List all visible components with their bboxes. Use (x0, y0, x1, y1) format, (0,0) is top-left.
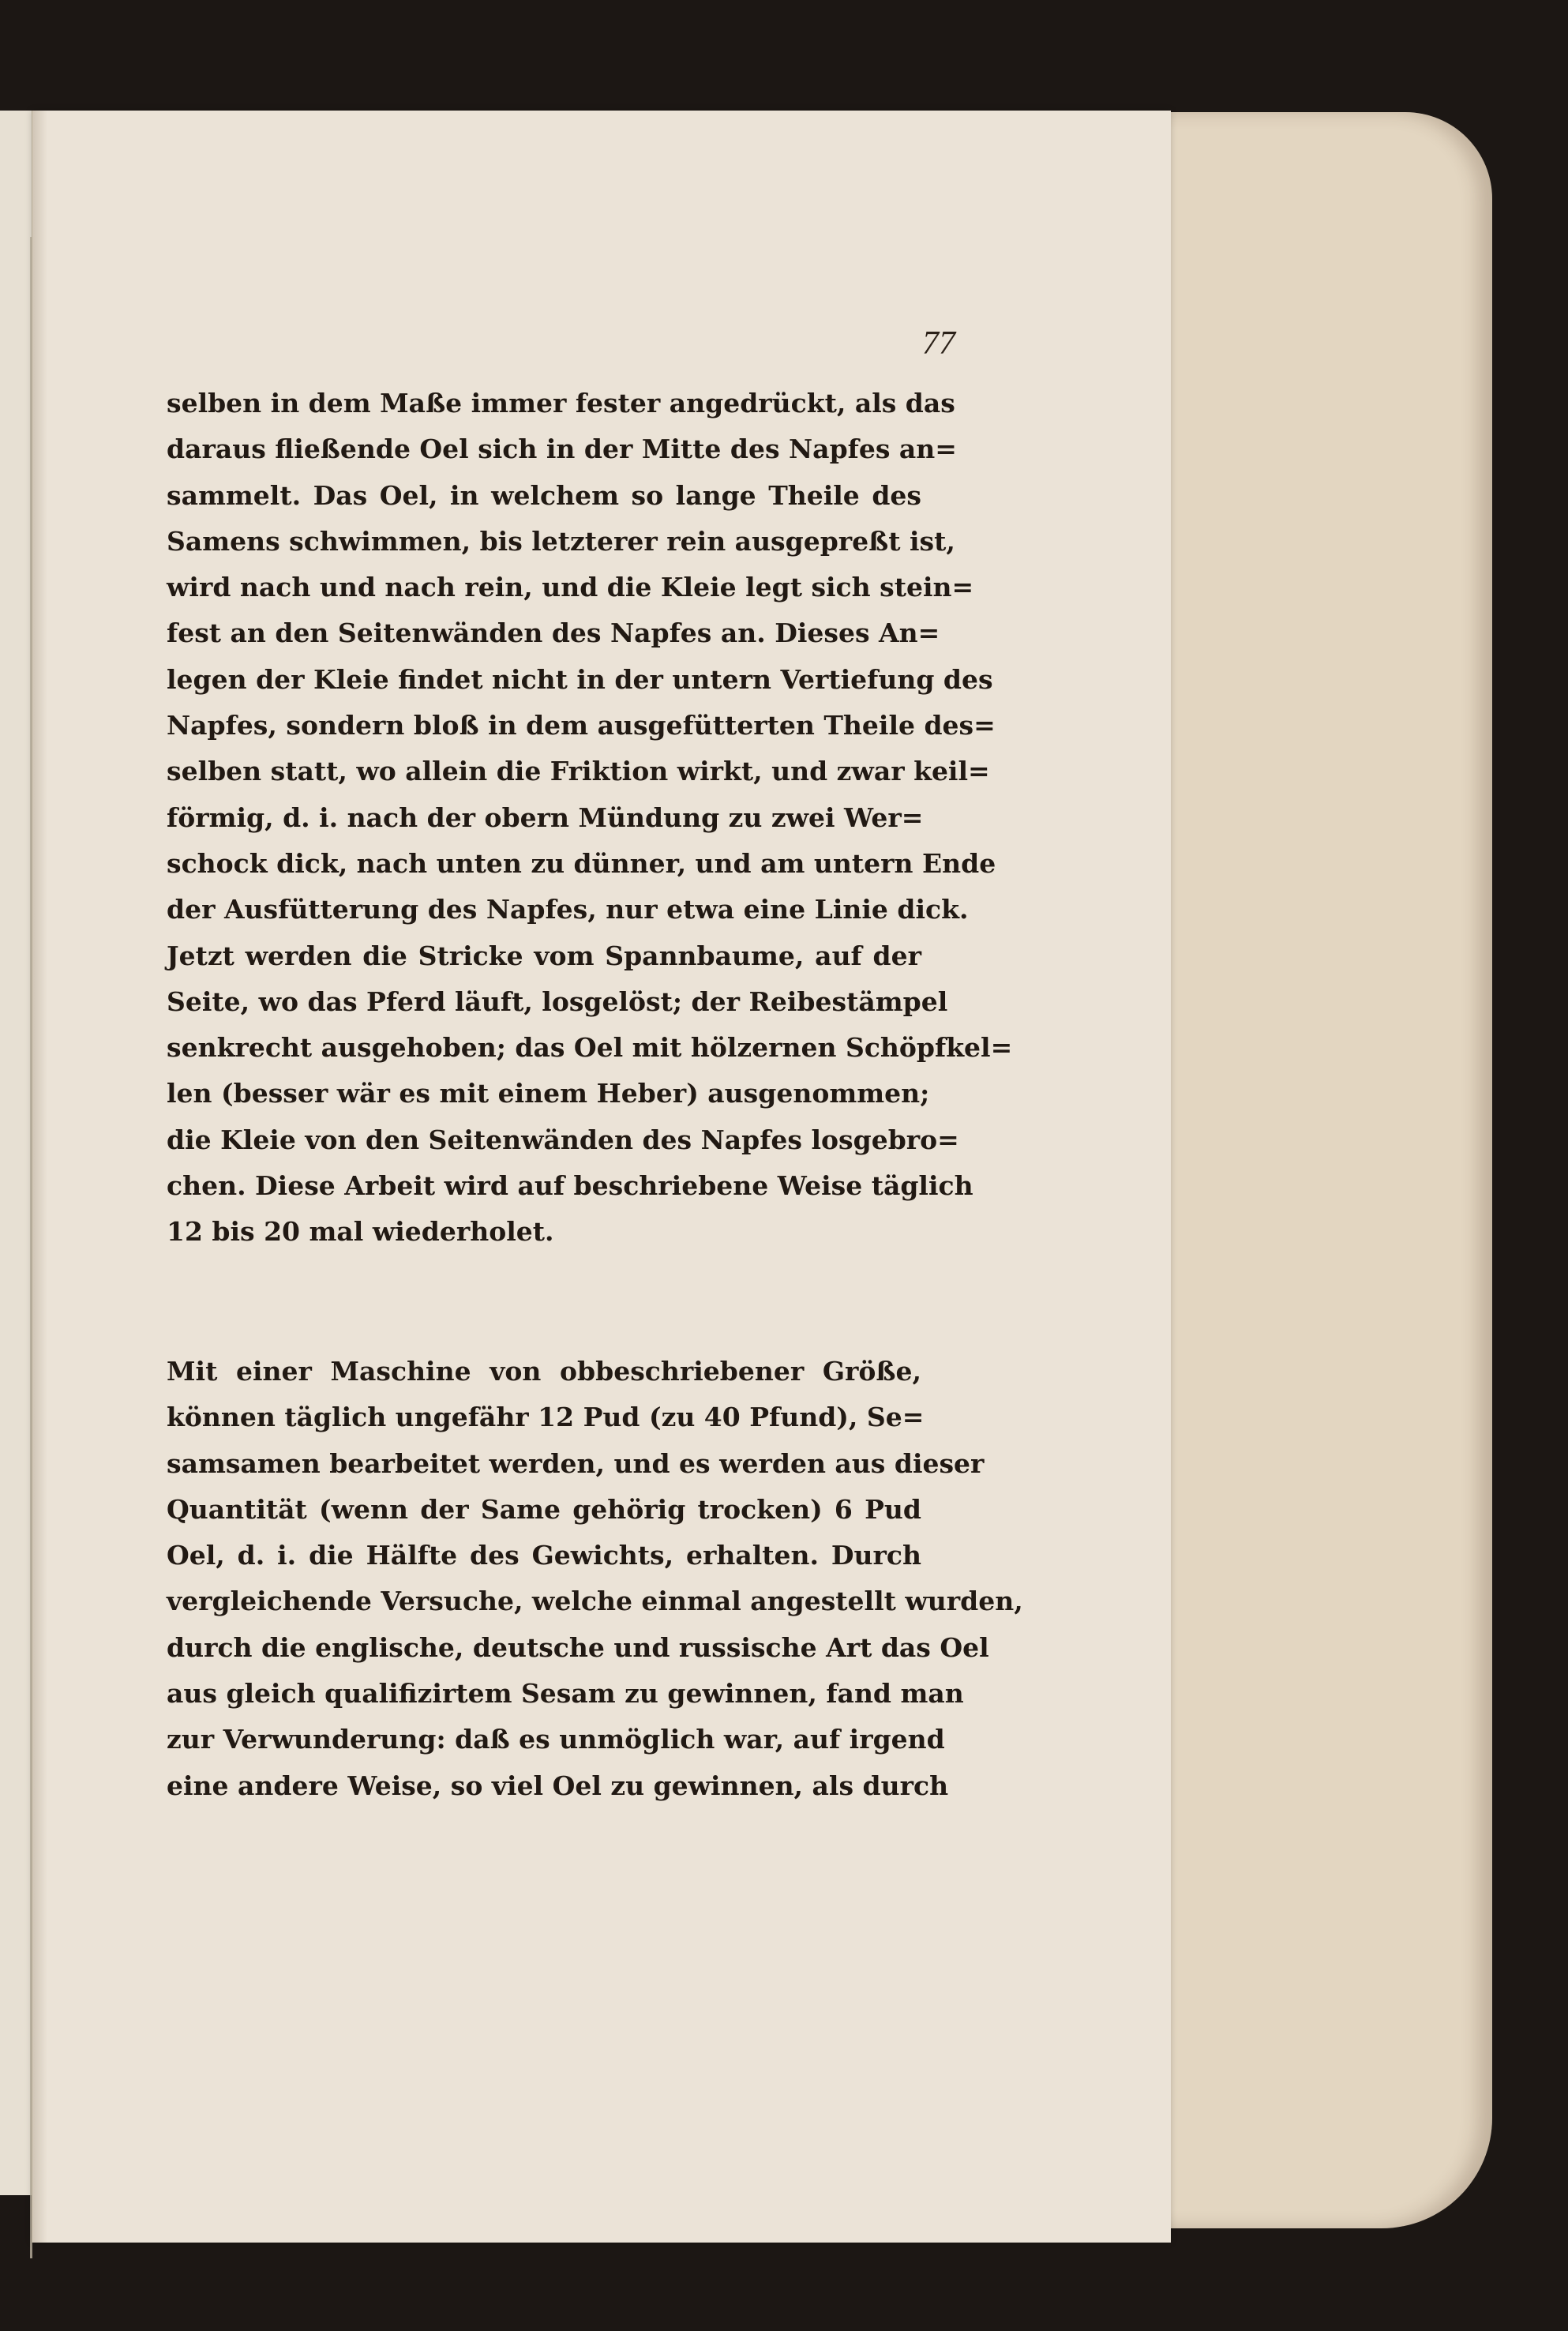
text-line: selben statt, wo allein die Friktion wirkt, und zwar keil= (167, 756, 990, 787)
page-number: 77 (922, 325, 955, 362)
text-line: wird nach und nach rein, und die Kleie legt sich stein= (167, 572, 974, 603)
text-line: Seite, wo das Pferd läuft, losgelöst; der Reibestämpel (167, 985, 948, 1017)
text-line: durch die englische, deutsche und russische Art das Oel (167, 1631, 989, 1663)
text-line: 12 bis 20 mal wiederholet. (167, 1216, 554, 1248)
text-line: können täglich ungefähr 12 Pud (zu 40 Pfund), Se= (167, 1402, 925, 1433)
text-line: samsamen bearbeitet werden, und es werden aus dieser (167, 1447, 985, 1479)
text-line: eine andere Weise, so viel Oel zu gewinnen, als durch (167, 1770, 949, 1801)
text-line: Jetzt werden die Stricke vom Spannbaume, auf der (167, 940, 921, 971)
text-line: aus gleich qualifizirtem Sesam zu gewinnen, fand man (167, 1678, 964, 1710)
paragraph-two (167, 1349, 1023, 1809)
text-line: Samens schwimmen, bis letzterer rein ausgepreßt ist, (167, 525, 955, 557)
text-line: fest an den Seitenwänden des Napfes an. Dieses An= (167, 617, 940, 649)
text-line: schock dick, nach unten zu dünner, und am untern Ende (167, 847, 996, 879)
text-line: Mit einer Maschine von obbeschriebener Größe, (167, 1356, 921, 1387)
text-line: die Kleie von den Seitenwänden des Napfes losgebro= (167, 1124, 959, 1155)
text-line: zur Verwunderung: daß es unmöglich war, auf irgend (167, 1724, 945, 1755)
text-line: Oel, d. i. die Hälfte des Gewichts, erhalten. Durch (167, 1540, 921, 1571)
text-line: der Ausfütterung des Napfes, nur etwa eine Linie dick. (167, 894, 969, 925)
page-right-edge (1121, 112, 1492, 2228)
text-line: chen. Diese Arbeit wird auf beschriebene Weise täglich (167, 1170, 973, 1202)
text-line: Quantität (wenn der Same gehörig trocken) 6 Pud (167, 1493, 921, 1525)
text-line: daraus fließende Oel sich in der Mitte des Napfes an= (167, 434, 957, 465)
text-line: förmig, d. i. nach der obern Mündung zu zwei Wer= (167, 801, 924, 833)
binding-shadow (32, 111, 47, 2243)
paragraph-one (167, 381, 1013, 1256)
text-line: sammelt. Das Oel, in welchem so lange Theile des (167, 479, 921, 511)
text-line: legen der Kleie findet nicht in der untern Vertiefung des (167, 663, 993, 695)
text-line: vergleichende Versuche, welche einmal angestellt wurden, (167, 1586, 1023, 1617)
text-line: len (besser wär es mit einem Heber) ausgenommen; (167, 1078, 930, 1109)
text-line: selben in dem Maße immer fester angedrückt, als das (167, 388, 955, 419)
text-line: senkrecht ausgehoben; das Oel mit hölzernen Schöpfkel= (167, 1032, 1013, 1064)
text-line: Napfes, sondern bloß in dem ausgefütterten Theile des= (167, 710, 996, 741)
